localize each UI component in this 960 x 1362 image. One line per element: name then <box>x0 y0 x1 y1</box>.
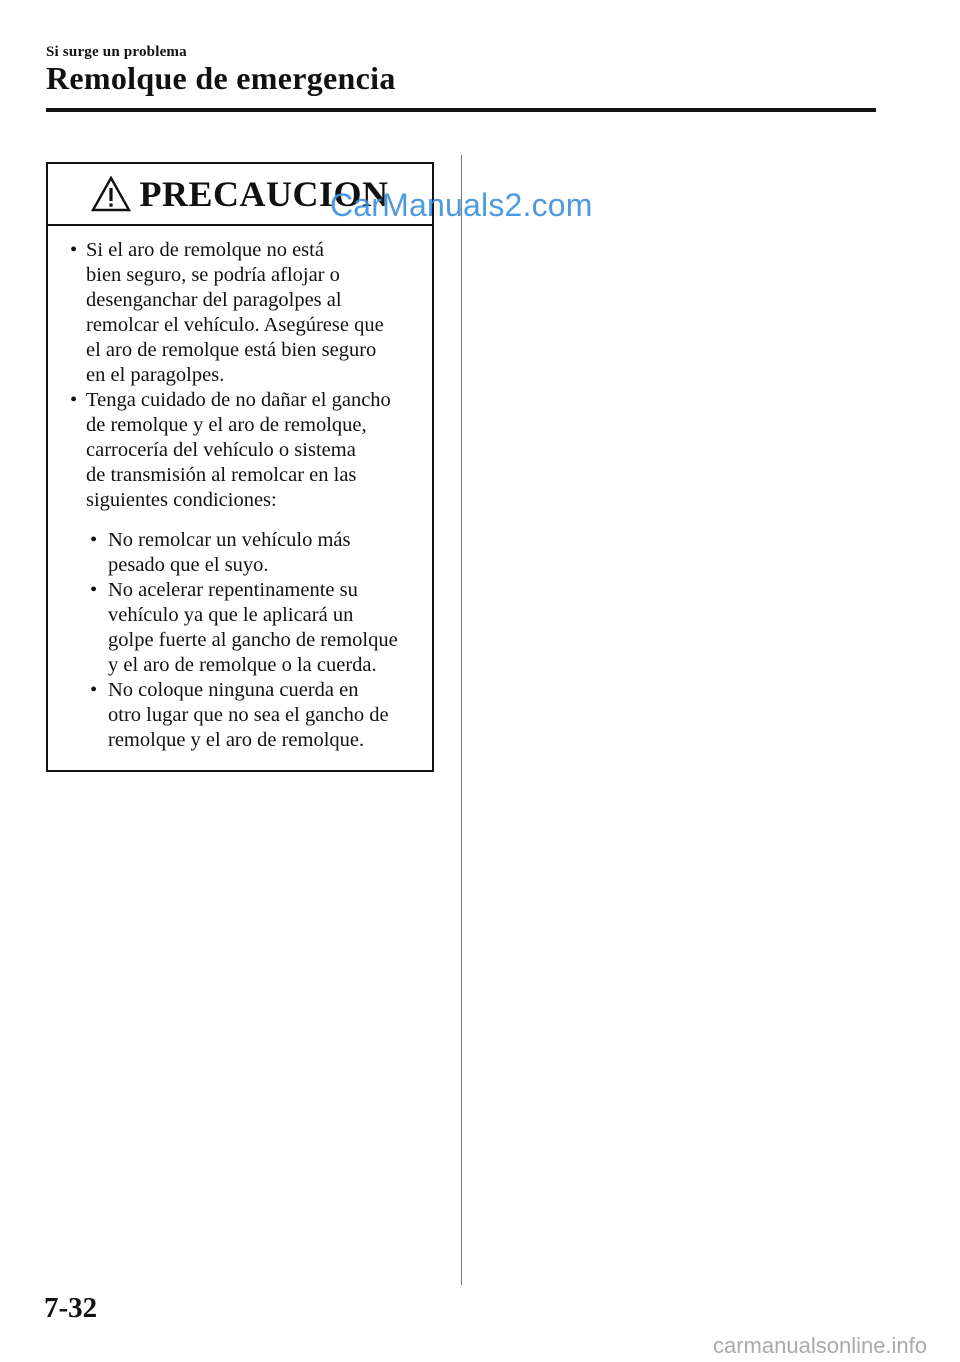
caution-subitem <box>90 578 422 678</box>
section-label: Si surge un problema <box>46 44 187 60</box>
header-rule <box>46 108 876 112</box>
caution-item-text: Si el aro de remolque no está bien seguro, se podría aflojar o desenganchar del paragolpes al remolcar el vehículo. Asegúrese que el aro de remolque está bien seguro en el paragolpes. <box>86 239 384 386</box>
page-number: 7-32 <box>44 1292 98 1324</box>
page-title: Remolque de emergencia <box>46 60 396 96</box>
caution-subitem-text: No acelerar repentinamente su vehículo ya que le aplicará un golpe fuerte al gancho de remolque y el aro de remolque o la cuerda. <box>108 579 398 676</box>
bullet: • <box>70 239 78 261</box>
bullet: • <box>90 529 98 551</box>
caution-item <box>70 238 422 388</box>
spacer <box>70 513 422 528</box>
bullet: • <box>70 389 78 411</box>
watermark: CarManuals2.com <box>330 187 593 223</box>
caution-subitem <box>90 678 422 753</box>
bullet: • <box>90 579 98 601</box>
bullet: • <box>90 679 98 701</box>
caution-subitem <box>90 528 422 578</box>
caution-subitem-text: No remolcar un vehículo más pesado que el suyo. <box>108 529 351 576</box>
caution-item-text: Tenga cuidado de no dañar el gancho de remolque y el aro de remolque, carrocería del vehículo o sistema de transmisión al remolcar en las siguientes condiciones: <box>86 389 391 511</box>
caution-body <box>48 226 432 753</box>
caution-subitem-text: No coloque ninguna cuerda en otro lugar que no sea el gancho de remolque y el aro de remolque. <box>108 679 389 751</box>
caution-item <box>70 388 422 513</box>
column-divider <box>461 155 462 1285</box>
caution-title: PRECAUCION <box>139 174 389 214</box>
caution-box <box>46 162 434 772</box>
warning-triangle-icon <box>91 176 131 212</box>
footer-watermark: carmanualsonline.info <box>713 1333 928 1358</box>
